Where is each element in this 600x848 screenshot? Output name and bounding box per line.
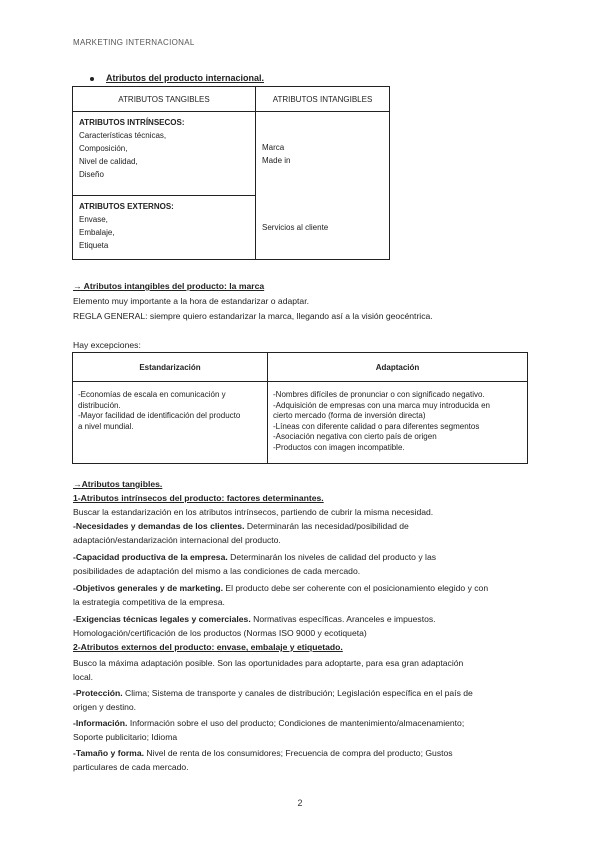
adapt-line: -Asociación negativa con cierto país de origen	[273, 432, 437, 441]
intrinsic-title: ATRIBUTOS INTRÍNSECOS:	[79, 118, 185, 127]
body-line: particulares de cada mercado.	[73, 762, 189, 772]
std-line: -Economías de escala en comunicación y	[78, 390, 226, 399]
col-header-adaptation: Adaptación	[268, 353, 528, 382]
extrinsic-cell	[73, 196, 256, 260]
adapt-line: -Productos con imagen incompatible.	[273, 442, 405, 452]
intangible-item: Made in	[262, 155, 291, 165]
brand-line: REGLA GENERAL: siempre quiero estandarizar la marca, llegando así a la visión geocéntrica.	[73, 311, 433, 321]
std-line: a nivel mundial.	[78, 421, 134, 431]
col-header-standardization: Estandarización	[73, 353, 268, 382]
adapt-line: -Nombres difíciles de pronunciar o con significado negativo.	[273, 390, 485, 399]
brand-line: Elemento muy importante a la hora de estandarizar o adaptar.	[73, 296, 309, 306]
factor-line: -Protección. Clima; Sistema de transporte y canales de distribución; Legislación específica en el país de	[73, 688, 473, 698]
standardization-cell	[73, 382, 268, 464]
bullet-dot-icon	[90, 77, 94, 81]
intrinsic-subheading: 1-Atributos intrínsecos del producto: factores determinantes.	[73, 493, 324, 503]
factor-line: -Objetivos generales y de marketing. El producto debe ser coherente con el posicionamiento elegido y con	[73, 583, 489, 593]
intrinsic-item: Nivel de calidad,	[79, 157, 138, 166]
body-line: Homologación/certificación de los productos (Normas ISO 9000 y ecotiqueta)	[73, 628, 367, 638]
external-subheading: 2-Atributos externos del producto: envase, embalaje y etiquetado.	[73, 642, 343, 652]
factor-line: -Necesidades y demandas de los clientes. Determinarán las necesidad/posibilidad de	[73, 521, 409, 531]
intangible-item: Marca	[262, 142, 285, 152]
brand-heading: → Atributos intangibles del producto: la marca	[73, 281, 265, 291]
extrinsic-item: Etiqueta	[79, 241, 109, 250]
intrinsic-item: Características técnicas,	[79, 131, 167, 140]
adapt-line: cierto mercado (forma de inversión directa)	[273, 411, 426, 420]
body-line: la estrategia competitiva de la empresa.	[73, 597, 225, 607]
intangible-cell-2	[256, 196, 390, 260]
extrinsic-title: ATRIBUTOS EXTERNOS:	[79, 202, 174, 211]
body-line: Busco la máxima adaptación posible. Son las oportunidades para adoptarte, para esa gran adaptación	[73, 658, 464, 668]
std-line: distribución.	[78, 400, 121, 410]
body-line: local.	[73, 672, 94, 682]
running-header: MARKETING INTERNACIONAL	[73, 38, 195, 47]
adapt-line: -Adquisición de empresas con una marca muy introducida en	[273, 400, 491, 410]
intangible-item: Servicios al cliente	[262, 222, 329, 232]
body-line: adaptación/estandarización internacional del producto.	[73, 535, 281, 545]
adaptation-cell	[268, 382, 528, 464]
standardization-table	[72, 352, 528, 464]
page-number: 2	[297, 798, 303, 808]
col-header-tangible: ATRIBUTOS TANGIBLES	[73, 87, 256, 112]
factor-line: -Tamaño y forma. Nivel de renta de los consumidores; Frecuencia de compra del producto; Gustos	[73, 748, 453, 758]
intangible-cell-1	[256, 112, 390, 196]
body-line: Buscar la estandarización en los atributos intrínsecos, partiendo de cubrir la misma necesidad.	[73, 507, 434, 517]
col-header-intangible: ATRIBUTOS INTANGIBLES	[256, 87, 390, 112]
factor-line: -Información. Información sobre el uso del producto; Condiciones de mantenimiento/almacenamiento;	[73, 718, 465, 728]
intrinsic-item: Diseño	[79, 170, 104, 179]
section-title: Atributos del producto internacional.	[90, 73, 264, 83]
body-line: Soporte publicitario; Idioma	[73, 732, 178, 742]
exceptions-label: Hay excepciones:	[73, 340, 141, 350]
intrinsic-item: Composición,	[79, 144, 128, 153]
factor-line: -Exigencias técnicas legales y comerciales. Normativas específicas. Aranceles e impuestos.	[73, 614, 436, 624]
adapt-line: -Líneas con diferente calidad o para diferentes segmentos	[273, 421, 480, 431]
factor-line: -Capacidad productiva de la empresa. Determinarán los niveles de calidad del producto y las	[73, 552, 437, 562]
extrinsic-item: Envase,	[79, 215, 108, 224]
intrinsic-cell	[73, 112, 256, 196]
tangibles-heading: →Atributos tangibles.	[73, 479, 163, 489]
std-line: -Mayor facilidad de identificación del producto	[78, 411, 241, 420]
attributes-table	[72, 86, 390, 260]
body-line: origen y destino.	[73, 702, 137, 712]
body-line: posibilidades de adaptación del mismo a las condiciones de cada mercado.	[73, 566, 361, 576]
extrinsic-item: Embalaje,	[79, 228, 115, 237]
